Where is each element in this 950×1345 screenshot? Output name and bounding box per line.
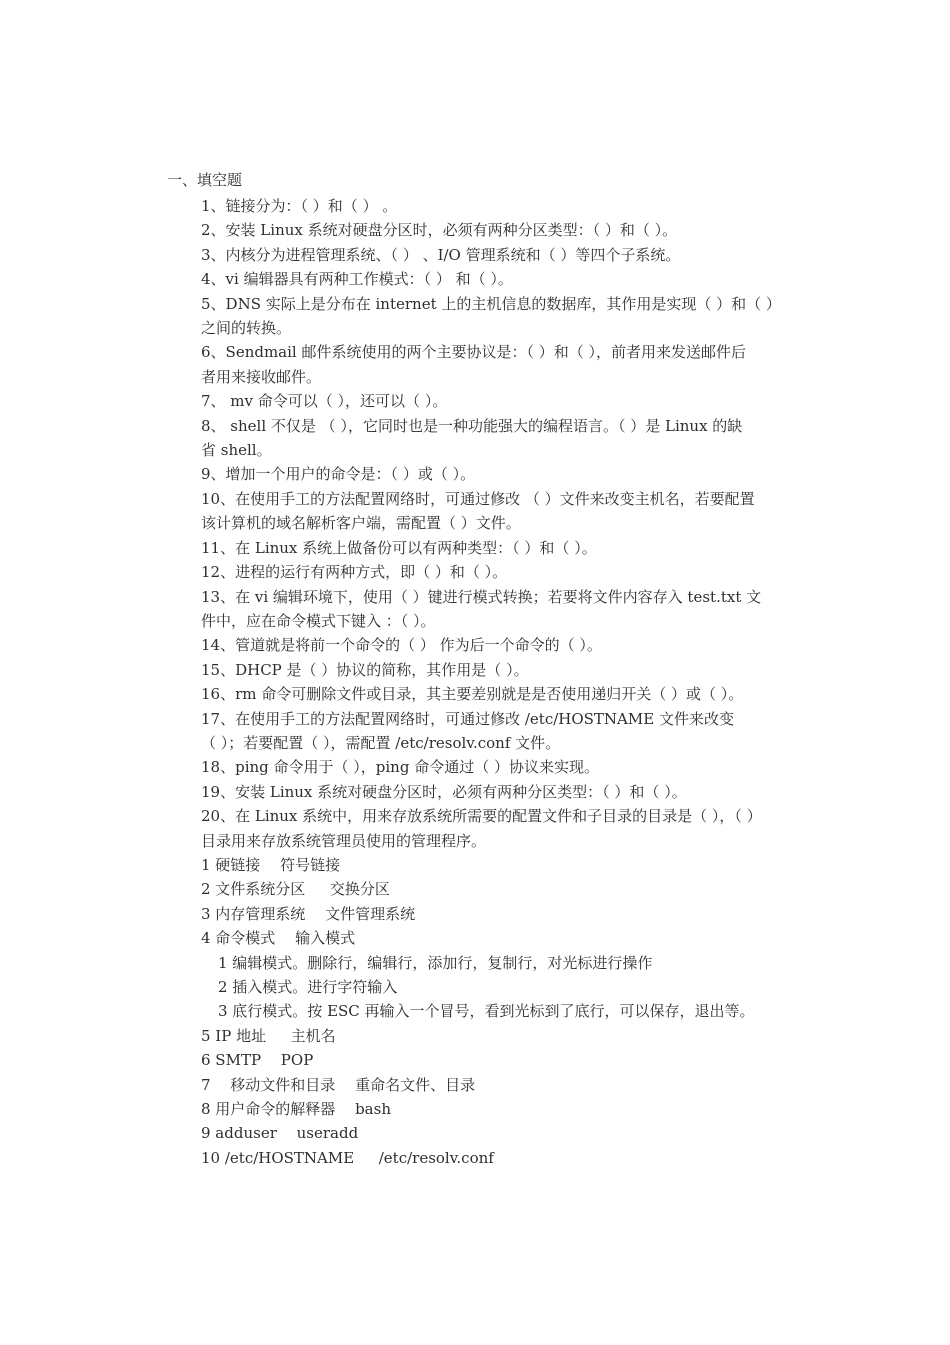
- text-line: 1 编辑模式。删除行，编辑行，添加行，复制行，对光标进行操作: [218, 953, 653, 972]
- text-line: 17、在使用手工的方法配置网络时，可通过修改 /etc/HOSTNAME 文件来改变: [201, 709, 734, 728]
- text-line: 2、安装 Linux 系统对硬盘分区时，必须有两种分区类型：（ ）和（ ）。: [201, 221, 678, 240]
- text-line: 8 用户命令的解释器 bash: [201, 1100, 391, 1119]
- text-line: （ ）；若要配置（ ），需配置 /etc/resolv.conf 文件。: [201, 733, 561, 752]
- text-line: 之间的转换。: [201, 319, 292, 338]
- text-line: 2 文件系统分区 交换分区: [201, 880, 390, 899]
- text-line: 省 shell。: [201, 441, 272, 460]
- text-line: 件中，应在命令模式下键入 ：（ ）。: [201, 611, 436, 630]
- text-line: 20、在 Linux 系统中，用来存放系统所需要的配置文件和子目录的目录是（ ），（ ）: [201, 807, 762, 826]
- text-line: 10 /etc/HOSTNAME /etc/resolv.conf: [201, 1148, 494, 1167]
- text-line: 13、在 vi 编辑环境下，使用（ ）键进行模式转换；若要将文件内容存入 test.txt 文: [201, 587, 762, 606]
- text-line: 5、DNS 实际上是分布在 internet 上的主机信息的数据库，其作用是实现（ ）和（ ）: [201, 294, 781, 313]
- text-line: 12、进程的运行有两种方式，即（ ）和（ ）。: [201, 563, 508, 582]
- text-line: 9、增加一个用户的命令是：（ ）或（ ）。: [201, 465, 476, 484]
- text-line: 19、安装 Linux 系统对硬盘分区时，必须有两种分区类型：（ ）和（ ）。: [201, 782, 687, 801]
- text-line: 18、ping 命令用于（ ），ping 命令通过（ ）协议来实现。: [201, 758, 599, 777]
- text-line: 6、Sendmail 邮件系统使用的两个主要协议是：（ ）和（ ），前者用来发送邮件后: [201, 343, 747, 362]
- text-line: 2 插入模式。进行字符输入: [218, 978, 398, 996]
- text-line: 15、DHCP 是（ ）协议的简称，其作用是（ ）。: [201, 660, 529, 679]
- text-line: 该计算机的域名解析客户端，需配置（ ）文件。: [201, 514, 521, 533]
- text-line: 1、链接分为：（ ）和（ ） 。: [201, 197, 398, 215]
- text-line: 9 adduser useradd: [201, 1124, 359, 1143]
- text-line: 3、内核分为进程管理系统、（ ） 、I/O 管理系统和（ ）等四个子系统。: [201, 245, 681, 264]
- text-line: 7 移动文件和目录 重命名文件、目录: [201, 1075, 476, 1094]
- text-line: 目录用来存放系统管理员使用的管理程序。: [201, 831, 487, 850]
- text-line: 14、管道就是将前一个命令的（ ） 作为后一个命令的（ ）。: [201, 636, 602, 655]
- text-line: 5 IP 地址 主机名: [201, 1026, 336, 1045]
- text-line: 3 底行模式。按 ESC 再输入一个冒号，看到光标到了底行，可以保存，退出等。: [218, 1002, 755, 1021]
- text-line: 1 硬链接 符号链接: [201, 855, 341, 874]
- text-line: 者用来接收邮件。: [201, 367, 322, 386]
- text-line: 4、vi 编辑器具有两种工作模式：（ ） 和（ ）。: [201, 270, 513, 289]
- text-line: 7、 mv 命令可以（ ），还可以（ ）。: [201, 392, 448, 411]
- text-line: 3 内存管理系统 文件管理系统: [201, 904, 416, 923]
- text-line: 10、在使用手工的方法配置网络时，可通过修改 （ ）文件来改变主机名，若要配置: [201, 489, 755, 508]
- text-line: 8、 shell 不仅是 （ ），它同时也是一种功能强大的编程语言。（ ）是 Linux 的缺: [201, 416, 743, 435]
- text-line: 11、在 Linux 系统上做备份可以有两种类型：（ ）和（ ）。: [201, 538, 597, 557]
- section-title: 一、填空题: [167, 171, 243, 189]
- text-line: 6 SMTP POP: [201, 1051, 314, 1070]
- text-line: 16、rm 命令可删除文件或目录，其主要差别就是是否使用递归开关（ ）或（ ）。: [201, 685, 744, 704]
- question-list: [201, 194, 841, 1170]
- text-line: 4 命令模式 输入模式: [201, 929, 356, 948]
